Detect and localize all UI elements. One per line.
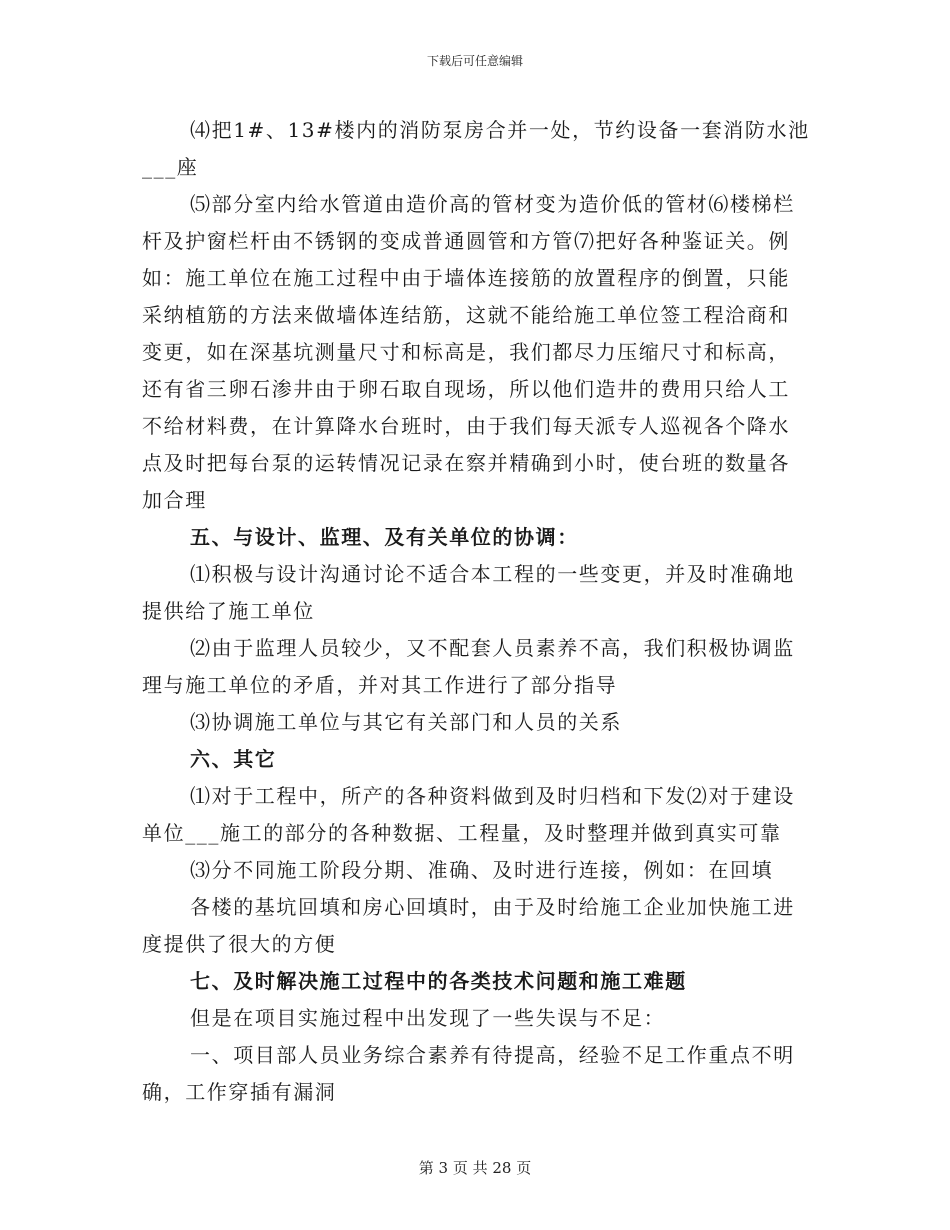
paragraph-other-1-2: ⑴对于工程中，所产的各种资料做到及时归档和下发⑵对于建设单位___施工的部分的各种数据、工程量，及时整理并做到真实可靠 <box>142 784 795 845</box>
section-heading-5: 五、与设计、监理、及有关单位的协调： <box>190 525 579 549</box>
page-number-footer: 第 3 页 共 28 页 <box>418 1159 532 1177</box>
paragraph-coord-1: ⑴积极与设计沟通讨论不适合本工程的一些变更，并及时准确地提供给了施工单位 <box>142 562 795 623</box>
paragraph-shortcoming-1: 一、项目部人员业务综合素养有待提高，经验不足工作重点不明确，工作穿插有漏洞 <box>142 1043 795 1104</box>
paragraph-coord-3: ⑶协调施工单位与其它有关部门和人员的关系 <box>190 710 622 734</box>
section-heading-6: 六、其它 <box>190 747 277 771</box>
paragraph-item-4: ⑷把1#、13#楼内的消防泵房合并一处，节约设备一套消防水池___座 <box>142 118 810 179</box>
paragraph-other-3-cont: 各楼的基坑回填和房心回填时，由于及时给施工企业加快施工进度提供了很大的方便 <box>142 895 795 956</box>
paragraph-items-5-7: ⑸部分室内给水管道由造价高的管材变为造价低的管材⑹楼梯栏杆及护窗栏杆由不锈钢的变成普通圆管和方管⑺把好各种鉴证关。例如：施工单位在施工过程中由于墙体连接筋的放置程序的倒置，只能采纳植筋的方法来做墙体连结筋，这就不能给施工单位签工程洽商和变更，如在深基坑测量尺寸和标高是，我们都尽力压缩尺寸和标高，还有省三卵石渗井由于卵石取自现场，所以他们造井的费用只给人工不给材料费，在计算降水台班时，由于我们每天派专人巡视各个降水点及时把每台泵的运转情况记录在察并精确到小时，使台班的数量各加合理 <box>142 192 795 512</box>
document-body <box>142 112 810 1111</box>
paragraph-coord-2: ⑵由于监理人员较少，又不配套人员素养不高，我们积极协调监理与施工单位的矛盾，并对其工作进行了部分指导 <box>142 636 795 697</box>
paragraph-shortcomings-intro: 但是在项目实施过程中出发现了一些失误与不足： <box>190 1006 666 1030</box>
paragraph-other-3: ⑶分不同施工阶段分期、准确、及时进行连接，例如：在回填 <box>190 858 774 882</box>
section-heading-7: 七、及时解决施工过程中的各类技术问题和施工难题 <box>190 969 687 993</box>
page-header-note: 下载后可任意编辑 <box>426 54 523 68</box>
